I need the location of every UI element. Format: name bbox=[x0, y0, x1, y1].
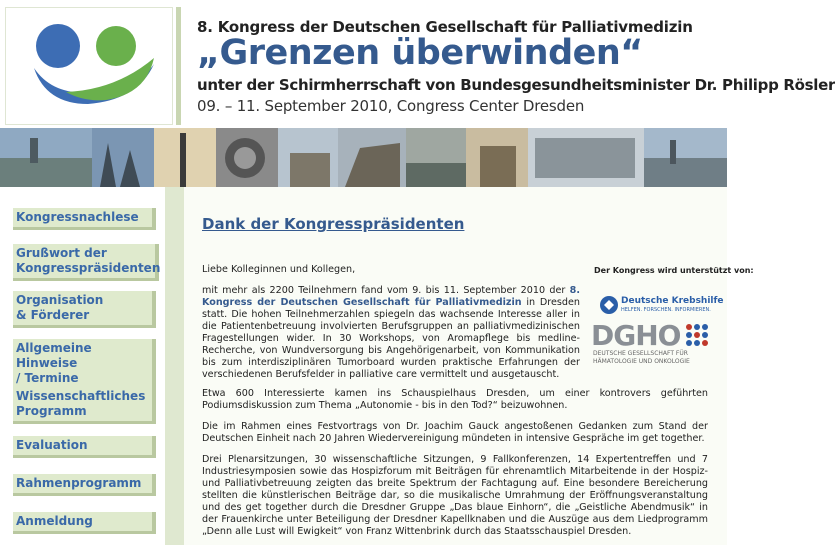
congress-name: 8. Kongress der Deutschen Gesellschaft für Palliativmedizin bbox=[197, 18, 693, 36]
congress-link[interactable]: 8. Kongress der Deutschen Gesellschaft für Palliativmedizin bbox=[202, 285, 580, 308]
nav-item-wissenschaftliches-programm[interactable]: Wissenschaftliches Programm bbox=[13, 387, 156, 424]
krebshilfe-icon bbox=[599, 295, 619, 315]
site-header bbox=[0, 0, 835, 128]
page-title[interactable]: Dank der Kongresspräsidenten bbox=[202, 215, 465, 233]
photo-banner bbox=[0, 128, 727, 187]
dgho-subtitle-1: DEUTSCHE GESELLSCHAFT FÜR bbox=[593, 350, 688, 357]
dgho-wordmark: DGHO bbox=[591, 319, 681, 352]
krebshilfe-name: Deutsche Krebshilfe bbox=[621, 296, 724, 306]
dgho-logo[interactable] bbox=[591, 319, 711, 366]
paragraph-4: Drei Plenarsitzungen, 30 wissenschaftliche Sitzungen, 9 Fallkonferenzen, 14 Expertentreffen und 7 Industriesymposien sowie das Hospizforum mit Beiträgen für ehrenamtlich Mitarbeitende in der Hospiz- und Palliativbetreuung zeigten das breite Spektrum der Fachtagung auf. Eine besondere Bereicherung stellten die künstlerischen Beiträge dar, so die musikalische Umrahmung der Eröffnungsveranstaltung und des get together durch die Dresdner Gruppe „Das blaue Einhorn“, die „Geistliche Abendmusik“ in der Frauenkirche unter Beteiligung der Dresdner Kapellknaben und die Auszüge aus dem Liedprogramm „Denn alle Lust will Ewigkeit“ von Franz Wittenbrink durch das Staatsschauspiel Dresden. bbox=[202, 454, 708, 537]
sidebar-divider bbox=[165, 187, 184, 545]
greeting: Liebe Kolleginnen und Kollegen, bbox=[202, 264, 356, 275]
dgho-subtitle-2: HÄMATOLOGIE UND ONKOLOGIE bbox=[593, 358, 690, 365]
sponsor-label: Der Kongress wird unterstützt von: bbox=[594, 266, 754, 275]
paragraph-1-text-a: mit mehr als 2200 Teilnehmern fand vom 9. bis 11. September 2010 der bbox=[202, 285, 570, 296]
header-divider bbox=[176, 7, 181, 125]
krebshilfe-logo[interactable] bbox=[599, 295, 724, 317]
nav-item-grusswort[interactable]: Grußwort der Kongresspräsidenten bbox=[13, 244, 159, 281]
nav-item-anmeldung[interactable]: Anmeldung bbox=[13, 512, 156, 534]
patronage-line: unter der Schirmherrschaft von Bundesgesundheitsminister Dr. Philipp Rösler bbox=[197, 76, 835, 94]
paragraph-1 bbox=[202, 285, 580, 381]
nav-item-organisation[interactable]: Organisation & Förderer bbox=[13, 291, 156, 328]
congress-motto: „Grenzen überwinden“ bbox=[197, 33, 643, 73]
nav-item-rahmenprogramm[interactable]: Rahmenprogramm bbox=[13, 474, 156, 496]
nav-item-evaluation[interactable]: Evaluation bbox=[13, 436, 156, 458]
dgho-dots-icon bbox=[685, 323, 711, 349]
krebshilfe-claim: HELFEN. FORSCHEN. INFORMIEREN. bbox=[621, 307, 711, 313]
paragraph-3: Die im Rahmen eines Festvortrags von Dr. Joachim Gauck angestoßenen Gedanken zum Stand der Deutschen Einheit nach 20 Jahren Wiedervereinigung mündeten in intensive Gespräche im get together. bbox=[202, 421, 708, 444]
nav-item-allgemeine-hinweise[interactable]: Allgemeine Hinweise / Termine bbox=[13, 339, 156, 391]
paragraph-2: Etwa 600 Interessierte kamen ins Schauspielhaus Dresden, um einer kontrovers geführten Podiumsdiskussion zum Thema „Autonomie - bis in den Tod?“ beizuwohnen. bbox=[202, 388, 708, 411]
paragraph-1-text-b: in Dresden statt. Die hohen Teilnehmerzahlen spiegeln das wachsende Interesse aller in die Patientenbetreuung involvierten Berufsgruppen an palliativmedizinischen Fragestellungen wider. In 30 Workshops, von Aromapflege bis medline-Recherche, von Wundversorgung bis Angehörigenarbeit, von Kommunikation bis zum interdisziplinären Tumorboard wurden praktische Erfahrungen der verschiedenen Berufsfelder in palliative care vermittelt und ausgetauscht. bbox=[202, 297, 580, 380]
congress-logo[interactable] bbox=[5, 7, 173, 125]
date-venue-line: 09. – 11. September 2010, Congress Center Dresden bbox=[197, 97, 585, 115]
main-content bbox=[184, 187, 754, 545]
nav-item-kongressnachlese[interactable]: Kongressnachlese bbox=[13, 208, 156, 230]
